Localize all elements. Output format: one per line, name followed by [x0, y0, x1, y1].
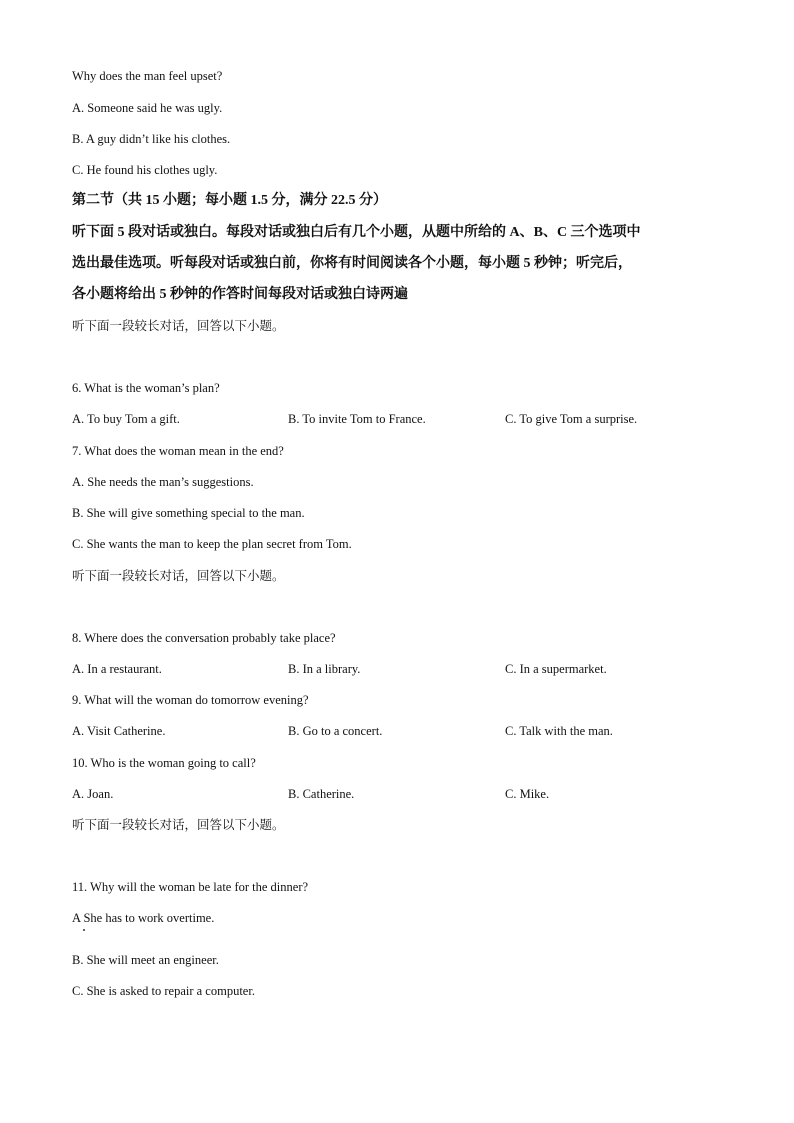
q10-stem: 10. Who is the woman going to call?	[72, 756, 256, 770]
group3-intro: 听下面一段较长对话，回答以下小题。	[72, 818, 285, 832]
q10-option-b: B. Catherine.	[288, 787, 355, 801]
group1-intro: 听下面一段较长对话，回答以下小题。	[72, 319, 285, 333]
q6-option-b: B. To invite Tom to France.	[288, 412, 426, 426]
q9-option-b: B. Go to a concert.	[288, 724, 383, 738]
q10-option-a: A. Joan.	[72, 787, 114, 801]
stray-mark	[83, 929, 85, 931]
q8-option-b: B. In a library.	[288, 662, 361, 676]
q8-stem: 8. Where does the conversation probably take place?	[72, 631, 336, 645]
q5-stem: Why does the man feel upset?	[72, 69, 223, 83]
q11-stem: 11. Why will the woman be late for the dinner?	[72, 880, 309, 894]
q8-option-a: A. In a restaurant.	[72, 662, 162, 676]
q6-option-a: A. To buy Tom a gift.	[72, 412, 180, 426]
section2-heading: 第二节（共 15 小题；每小题 1.5 分，满分 22.5 分）	[72, 193, 387, 208]
q7-stem: 7. What does the woman mean in the end?	[72, 444, 284, 458]
q5-option-c: C. He found his clothes ugly.	[72, 163, 218, 177]
q10-option-c: C. Mike.	[505, 787, 550, 801]
q5-option-b: B. A guy didn’t like his clothes.	[72, 132, 231, 146]
q5-option-a: A. Someone said he was ugly.	[72, 101, 223, 115]
q7-option-c: C. She wants the man to keep the plan secret from Tom.	[72, 537, 352, 551]
q7-option-a: A. She needs the man’s suggestions.	[72, 475, 254, 489]
q6-stem: 6. What is the woman’s plan?	[72, 381, 220, 395]
q9-stem: 9. What will the woman do tomorrow evening?	[72, 693, 309, 707]
q8-option-c: C. In a supermarket.	[505, 662, 607, 676]
q11-option-a: A She has to work overtime.	[72, 911, 215, 925]
q9-option-c: C. Talk with the man.	[505, 724, 613, 738]
q11-option-b: B. She will meet an engineer.	[72, 953, 219, 967]
group2-intro: 听下面一段较长对话，回答以下小题。	[72, 569, 285, 583]
section2-instructions-line1: 听下面 5 段对话或独白。每段对话或独白后有几个小题，从题中所给的 A、B、C 三个选项中	[72, 225, 641, 240]
q9-option-a: A. Visit Catherine.	[72, 724, 166, 738]
section2-instructions-line3: 各小题将给出 5 秒钟的作答时间每段对话或独白诗两遍	[72, 287, 408, 302]
q7-option-b: B. She will give something special to the man.	[72, 506, 305, 520]
q11-option-c: C. She is asked to repair a computer.	[72, 984, 255, 998]
q6-option-c: C. To give Tom a surprise.	[505, 412, 638, 426]
section2-instructions-line2: 选出最佳选项。听每段对话或独白前，你将有时间阅读各个小题，每小题 5 秒钟；听完后，	[72, 256, 632, 271]
